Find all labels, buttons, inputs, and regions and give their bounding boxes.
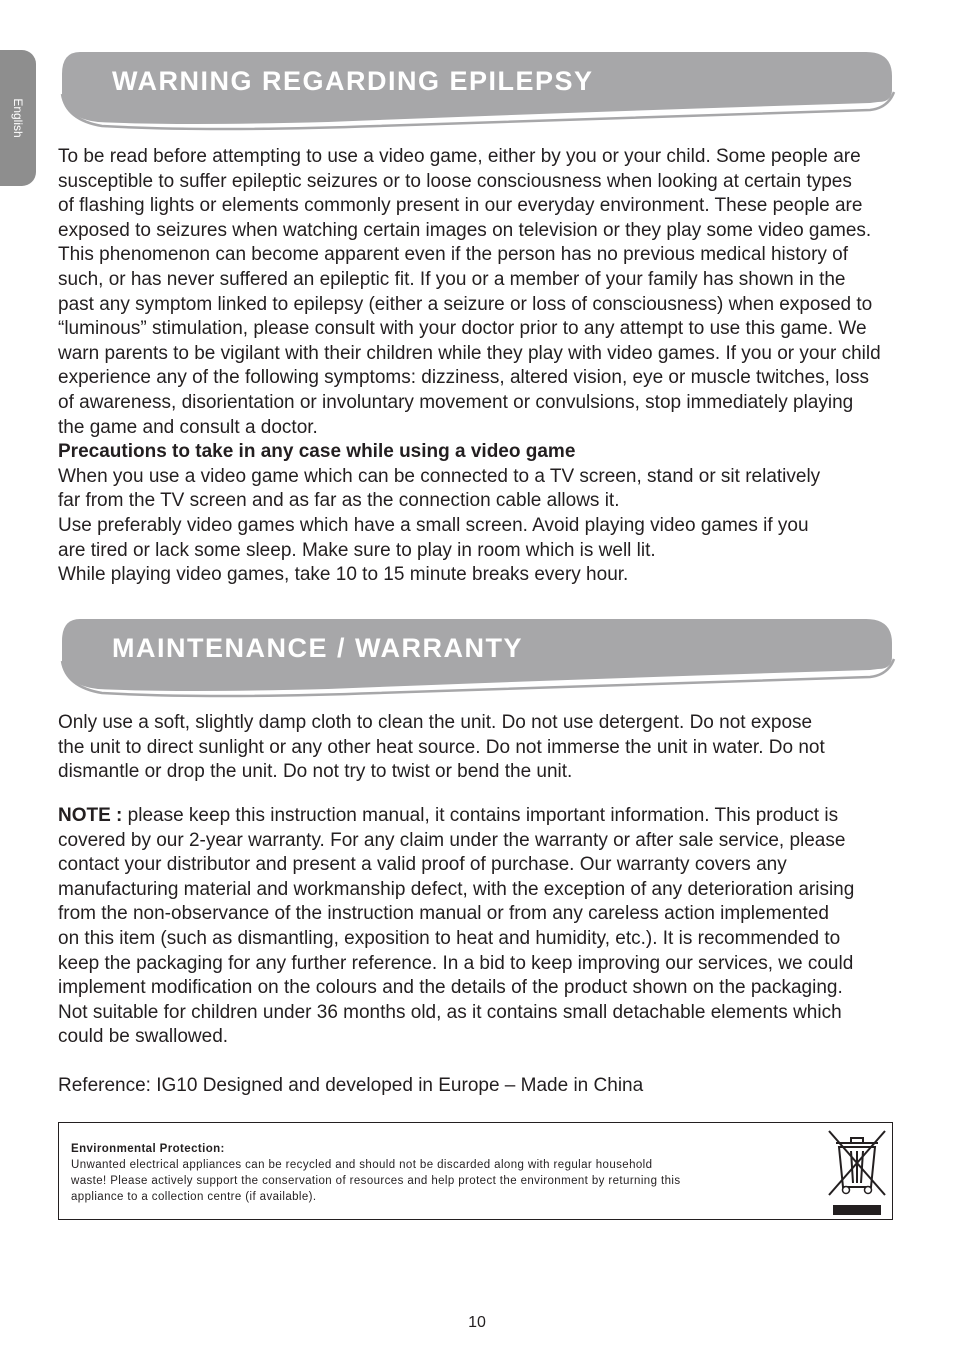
language-label: English xyxy=(11,98,25,138)
text-line: could be swallowed. xyxy=(58,1026,229,1048)
text-line: of flashing lights or elements commonly present in our everyday environment. These people are xyxy=(58,195,863,217)
note-label: NOTE : xyxy=(58,805,123,826)
epilepsy-text xyxy=(58,145,900,588)
precautions-heading-text: Precautions to take in any case while using a video game xyxy=(58,441,576,463)
text-line: Not suitable for children under 36 months old, as it contains small detachable elements which xyxy=(58,1001,842,1023)
text-line: covered by our 2-year warranty. For any claim under the warranty or after sale service, please xyxy=(58,829,846,851)
precautions-heading xyxy=(58,440,900,465)
text-line: exposed to seizures when watching certain images on television or they play some video games. xyxy=(58,219,872,241)
text-line: contact your distributor and present a valid proof of purchase. Our warranty covers any xyxy=(58,854,787,876)
text-line: from the non-observance of the instruction manual or from any careless action implemented xyxy=(58,903,829,925)
text-line: are tired or lack some sleep. Make sure to play in room which is well lit. xyxy=(58,539,656,561)
text-line: of awareness, disorientation or involuntary movement or convulsions, stop immediately playing xyxy=(58,391,854,413)
text-line: To be read before attempting to use a video game, either by you or your child. Some people are xyxy=(58,146,861,167)
maintenance-section-banner xyxy=(58,617,896,699)
text-line: “luminous” stimulation, please consult with your doctor prior to any attempt to use this game. We xyxy=(58,318,867,340)
text-line: the unit to direct sunlight or any other heat source. Do not immerse the unit in water. Do not xyxy=(58,736,825,758)
environmental-protection-box xyxy=(58,1122,893,1220)
crossed-out-wheelie-bin-icon xyxy=(825,1129,889,1215)
maintenance-text xyxy=(58,711,900,785)
page-number: 10 xyxy=(468,1314,486,1331)
epilepsy-title: WARNING REGARDING EPILEPSY xyxy=(112,66,594,96)
note-first-text: please keep this instruction manual, it contains important information. This product is xyxy=(122,805,839,826)
text-line: Only use a soft, slightly damp cloth to clean the unit. Do not use detergent. Do not expose xyxy=(58,712,813,733)
text-line: far from the TV screen and as far as the connection cable allows it. xyxy=(58,490,620,512)
text-line: keep the packaging for any further reference. In a bid to keep improving our services, we could xyxy=(58,952,854,974)
text-line: While playing video games, take 10 to 15 minute breaks every hour. xyxy=(58,564,629,586)
environmental-heading: Environmental Protection: xyxy=(71,1143,225,1155)
text-line: such, or has never suffered an epileptic fit. If you or a member of your family has shown in the xyxy=(58,268,846,290)
text-line: dismantle or drop the unit. Do not try to twist or bend the unit. xyxy=(58,761,573,783)
text-line: implement modification on the colours and the details of the product shown on the packaging. xyxy=(58,977,843,999)
language-tab xyxy=(0,50,36,186)
text-line: Unwanted electrical appliances can be recycled and should not be discarded along with regular household xyxy=(71,1159,653,1171)
text-line: manufacturing material and workmanship defect, with the exception of any deterioration arising xyxy=(58,878,855,900)
text-line: Use preferably video games which have a small screen. Avoid playing video games if you xyxy=(58,514,809,536)
text-line: past any symptom linked to epilepsy (either a seizure or loss of consciousness) when exposed to xyxy=(58,293,873,315)
reference-line xyxy=(58,1074,900,1099)
reference-text: Reference: IG10 Designed and developed in Europe – Made in China xyxy=(58,1075,644,1096)
environmental-text xyxy=(71,1141,791,1205)
text-line: on this item (such as dismantling, exposition to heat and humidity, etc.). It is recommended to xyxy=(58,927,841,949)
text-line: experience any of the following symptoms: dizziness, altered vision, eye or muscle twitches, loss xyxy=(58,367,870,389)
epilepsy-section-banner xyxy=(58,50,896,132)
note-first-line xyxy=(58,804,900,829)
text-line: This phenomenon can become apparent even if the person has no previous medical history of xyxy=(58,244,849,266)
text-line: the game and consult a doctor. xyxy=(58,416,318,438)
text-line: waste! Please actively support the conservation of resources and help protect the environment by returning this xyxy=(71,1175,681,1187)
text-line: warn parents to be vigilant with their children while they play with video games. If you or your child xyxy=(58,342,881,364)
text-line: susceptible to suffer epileptic seizures or to loose consciousness when looking at certain types xyxy=(58,170,852,192)
warranty-note xyxy=(58,804,900,1050)
text-line: When you use a video game which can be connected to a TV screen, stand or sit relatively xyxy=(58,465,821,487)
text-line: appliance to a collection centre (if available). xyxy=(71,1191,317,1203)
maintenance-title: MAINTENANCE / WARRANTY xyxy=(112,633,523,663)
